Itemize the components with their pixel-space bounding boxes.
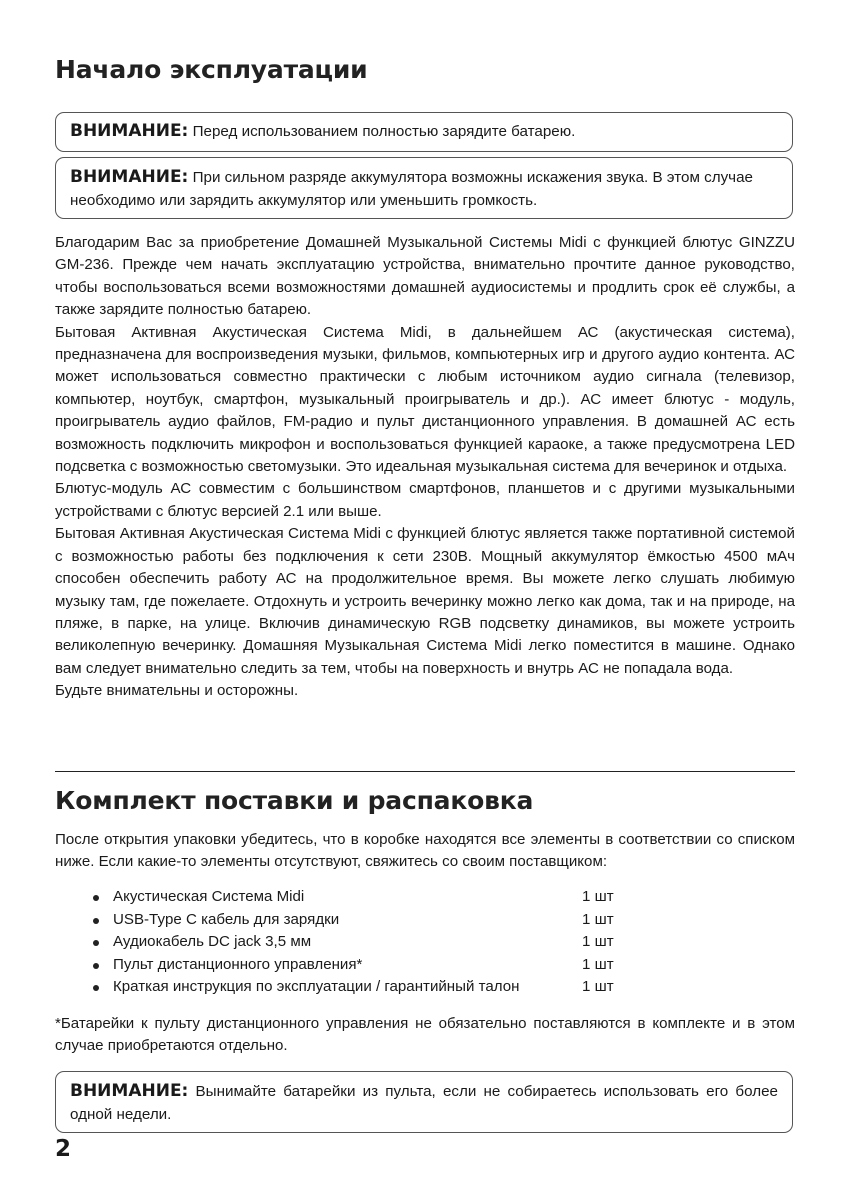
intro-text <box>55 232 795 703</box>
item-qty: 1 шт <box>582 978 614 995</box>
item-qty: 1 шт <box>582 888 614 905</box>
notice-text: При сильном разряде аккумулятора возможны искажения звука. В этом случае необходимо или зарядить аккумулятор или уменьшить громкость. <box>70 169 753 209</box>
notice-charge-battery <box>55 112 793 152</box>
item-qty: 1 шт <box>582 933 614 950</box>
section-title-package: Комплект поставки и распаковка <box>55 786 534 815</box>
bullet-icon <box>93 963 99 969</box>
package-intro <box>55 829 795 874</box>
notice-remove-batteries <box>55 1071 793 1133</box>
bullet-icon <box>93 940 99 946</box>
notice-low-battery <box>55 157 793 219</box>
footnote-text: *Батарейки к пульту дистанционного управления не обязательно поставляются в комплекте и в этом случае приобретаются отдельно. <box>55 1015 795 1055</box>
paragraph-thanks: Благодарим Вас за приобретение Домашней Музыкальной Системы Midi с функцией блютус GINZZU GM-236. Прежде чем начать эксплуатацию устройства, внимательно прочтите данное руководство, чтобы воспользоваться всеми возможностями домашней аудиосистемы и продлить срок её службы, а также зарядите полностью батарею. <box>55 234 795 319</box>
bullet-icon <box>93 985 99 991</box>
paragraph-bluetooth: Блютус-модуль АС совместим с большинством смартфонов, планшетов и с другими музыкальными устройствами с блютус версией 2.1 или выше. <box>55 480 795 520</box>
paragraph-portable: Бытовая Активная Акустическая Система Midi с функцией блютус является также портативной системой с возможностью работы без подключения к сети 230В. Мощный аккумулятор ёмкостью 4500 мАч способен обеспечить работу АС на продолжительное время. Вы можете легко слушать любимую музыку там, где пожелаете. Отдохнуть и устроить вечеринку можно легко как дома, так и на природе, на пляже, в парке, на улице. Включив динамическую RGB подсветку динамиков, вы можете устроить великолепную вечеринку. Домашняя Музыкальная Система Midi легко поместится в машине. Однако вам следует внимательно следить за тем, чтобы на поверхность и внутрь АС не попадала вода. <box>55 525 795 677</box>
item-qty: 1 шт <box>582 910 614 928</box>
list-item <box>90 954 630 977</box>
package-intro-text: После открытия упаковки убедитесь, что в коробке находятся все элементы в соответствии со списком ниже. Если какие-то элементы отсутствуют, свяжитесь со своим поставщиком: <box>55 831 795 871</box>
list-item <box>90 976 630 999</box>
item-name: Краткая инструкция по эксплуатации / гарантийный талон <box>113 978 520 995</box>
package-contents-list <box>90 886 630 999</box>
section-title-getting-started: Начало эксплуатации <box>55 55 368 84</box>
bullet-icon <box>93 918 99 924</box>
bullet-icon <box>93 895 99 901</box>
notice-label: ВНИМАНИЕ: <box>70 1081 189 1101</box>
section-divider <box>55 771 795 772</box>
item-name: Акустическая Система Midi <box>113 888 305 905</box>
footnote <box>55 1013 795 1058</box>
item-name: Пульт дистанционного управления* <box>113 955 363 973</box>
item-name: Аудиокабель DC jack 3,5 мм <box>113 933 312 950</box>
paragraph-description: Бытовая Активная Акустическая Система Midi, в дальнейшем АС (акустическая система), предназначена для воспроизведения музыки, фильмов, компьютерных игр и другого аудио контента. АС может использоваться совместно практически с любым источником аудио сигнала (телевизор, компьютер, ноутбук, смартфон, музыкальный проигрыватель и др.). АС имеет блютус - модуль, проигрыватель аудио файлов, FM-радио и пульт дистанционного управления. В домашней АС есть возможность подключить микрофон и воспользоваться функцией караоке, а также предусмотрена LED подсветка с возможностью светомузыки. Это идеальная музыкальная система для вечеринок и отдыха. <box>55 323 795 476</box>
notice-label: ВНИМАНИЕ: <box>70 121 189 141</box>
list-item <box>90 909 630 932</box>
notice-label: ВНИМАНИЕ: <box>70 167 189 187</box>
list-item <box>90 886 630 909</box>
notice-text: Вынимайте батарейки из пульта, если не собираетесь использовать его более одной недели. <box>70 1083 778 1123</box>
page-number: 2 <box>55 1136 72 1162</box>
paragraph-caution: Будьте внимательны и осторожны. <box>55 682 299 700</box>
notice-text: Перед использованием полностью зарядите батарею. <box>188 123 576 140</box>
item-name: USB-Type C кабель для зарядки <box>113 910 340 928</box>
list-item <box>90 931 630 954</box>
item-qty: 1 шт <box>582 955 614 973</box>
